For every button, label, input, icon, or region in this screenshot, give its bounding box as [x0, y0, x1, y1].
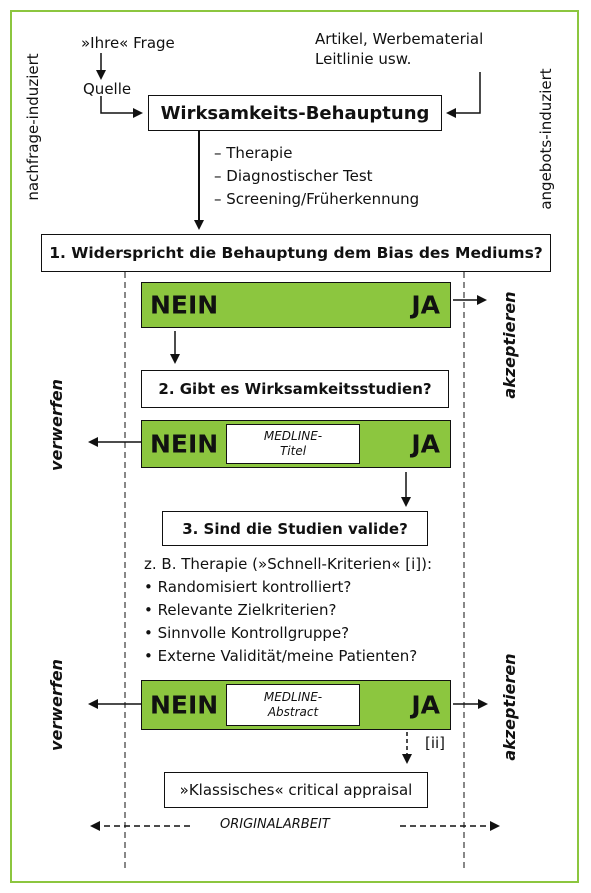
medline-title-line-1: MEDLINE-	[263, 429, 323, 443]
no-label-2: NEIN	[150, 429, 219, 459]
original-article-label: ORIGINALARBEIT	[220, 817, 330, 832]
criterion-randomised: • Randomisiert kontrolliert?	[144, 578, 352, 596]
criteria-intro: z. B. Therapie (»Schnell-Kriterien« [i]):	[144, 555, 433, 573]
reject-label-bottom: verwerfen	[47, 659, 66, 751]
question-3-box: 3. Sind die Studien valide?	[162, 511, 428, 546]
classic-appraisal-box: »Klassisches« critical appraisal	[164, 772, 428, 808]
medline-abstract-line-2: Abstract	[267, 705, 319, 719]
medline-title-box	[226, 424, 360, 464]
criterion-endpoints: • Relevante Zielkriterien?	[144, 601, 337, 619]
decision-bar-1	[141, 282, 451, 328]
criterion-control-group: • Sinnvolle Kontrollgruppe?	[144, 624, 350, 642]
source-label: Quelle	[83, 80, 132, 98]
medline-abstract-box	[226, 684, 360, 726]
side-label-left: nachfrage-induziert	[24, 53, 42, 201]
reference-ii: [ii]	[425, 734, 446, 752]
side-label-right: angebots-induziert	[537, 68, 555, 210]
yes-label-1: JA	[411, 290, 440, 320]
no-label-3: NEIN	[150, 690, 219, 720]
accept-label-bottom: akzeptieren	[500, 653, 519, 761]
medline-abstract-line-1: MEDLINE-	[263, 690, 323, 704]
source-type-label-1: Artikel, Werbematerial	[315, 30, 484, 48]
question-label: »Ihre« Frage	[81, 34, 175, 52]
question-2-box: 2. Gibt es Wirksamkeitsstudien?	[141, 370, 449, 408]
criterion-external-validity: • Externe Validität/meine Patienten?	[144, 647, 418, 665]
claim-type-screening: – Screening/Früherkennung	[214, 190, 420, 208]
question-1-box: 1. Widerspricht die Behauptung dem Bias des Mediums?	[41, 234, 551, 272]
claim-type-diagnostic: – Diagnostischer Test	[214, 167, 373, 185]
claim-type-therapy: – Therapie	[214, 144, 293, 162]
yes-label-2: JA	[411, 429, 440, 459]
reject-label-top: verwerfen	[47, 379, 66, 471]
source-type-label-2: Leitlinie usw.	[315, 50, 412, 68]
yes-label-3: JA	[411, 690, 440, 720]
accept-label-top: akzeptieren	[500, 291, 519, 399]
no-label-1: NEIN	[150, 290, 219, 320]
medline-title-line-2: Titel	[279, 444, 307, 458]
claim-box: Wirksamkeits-Behauptung	[148, 95, 442, 131]
